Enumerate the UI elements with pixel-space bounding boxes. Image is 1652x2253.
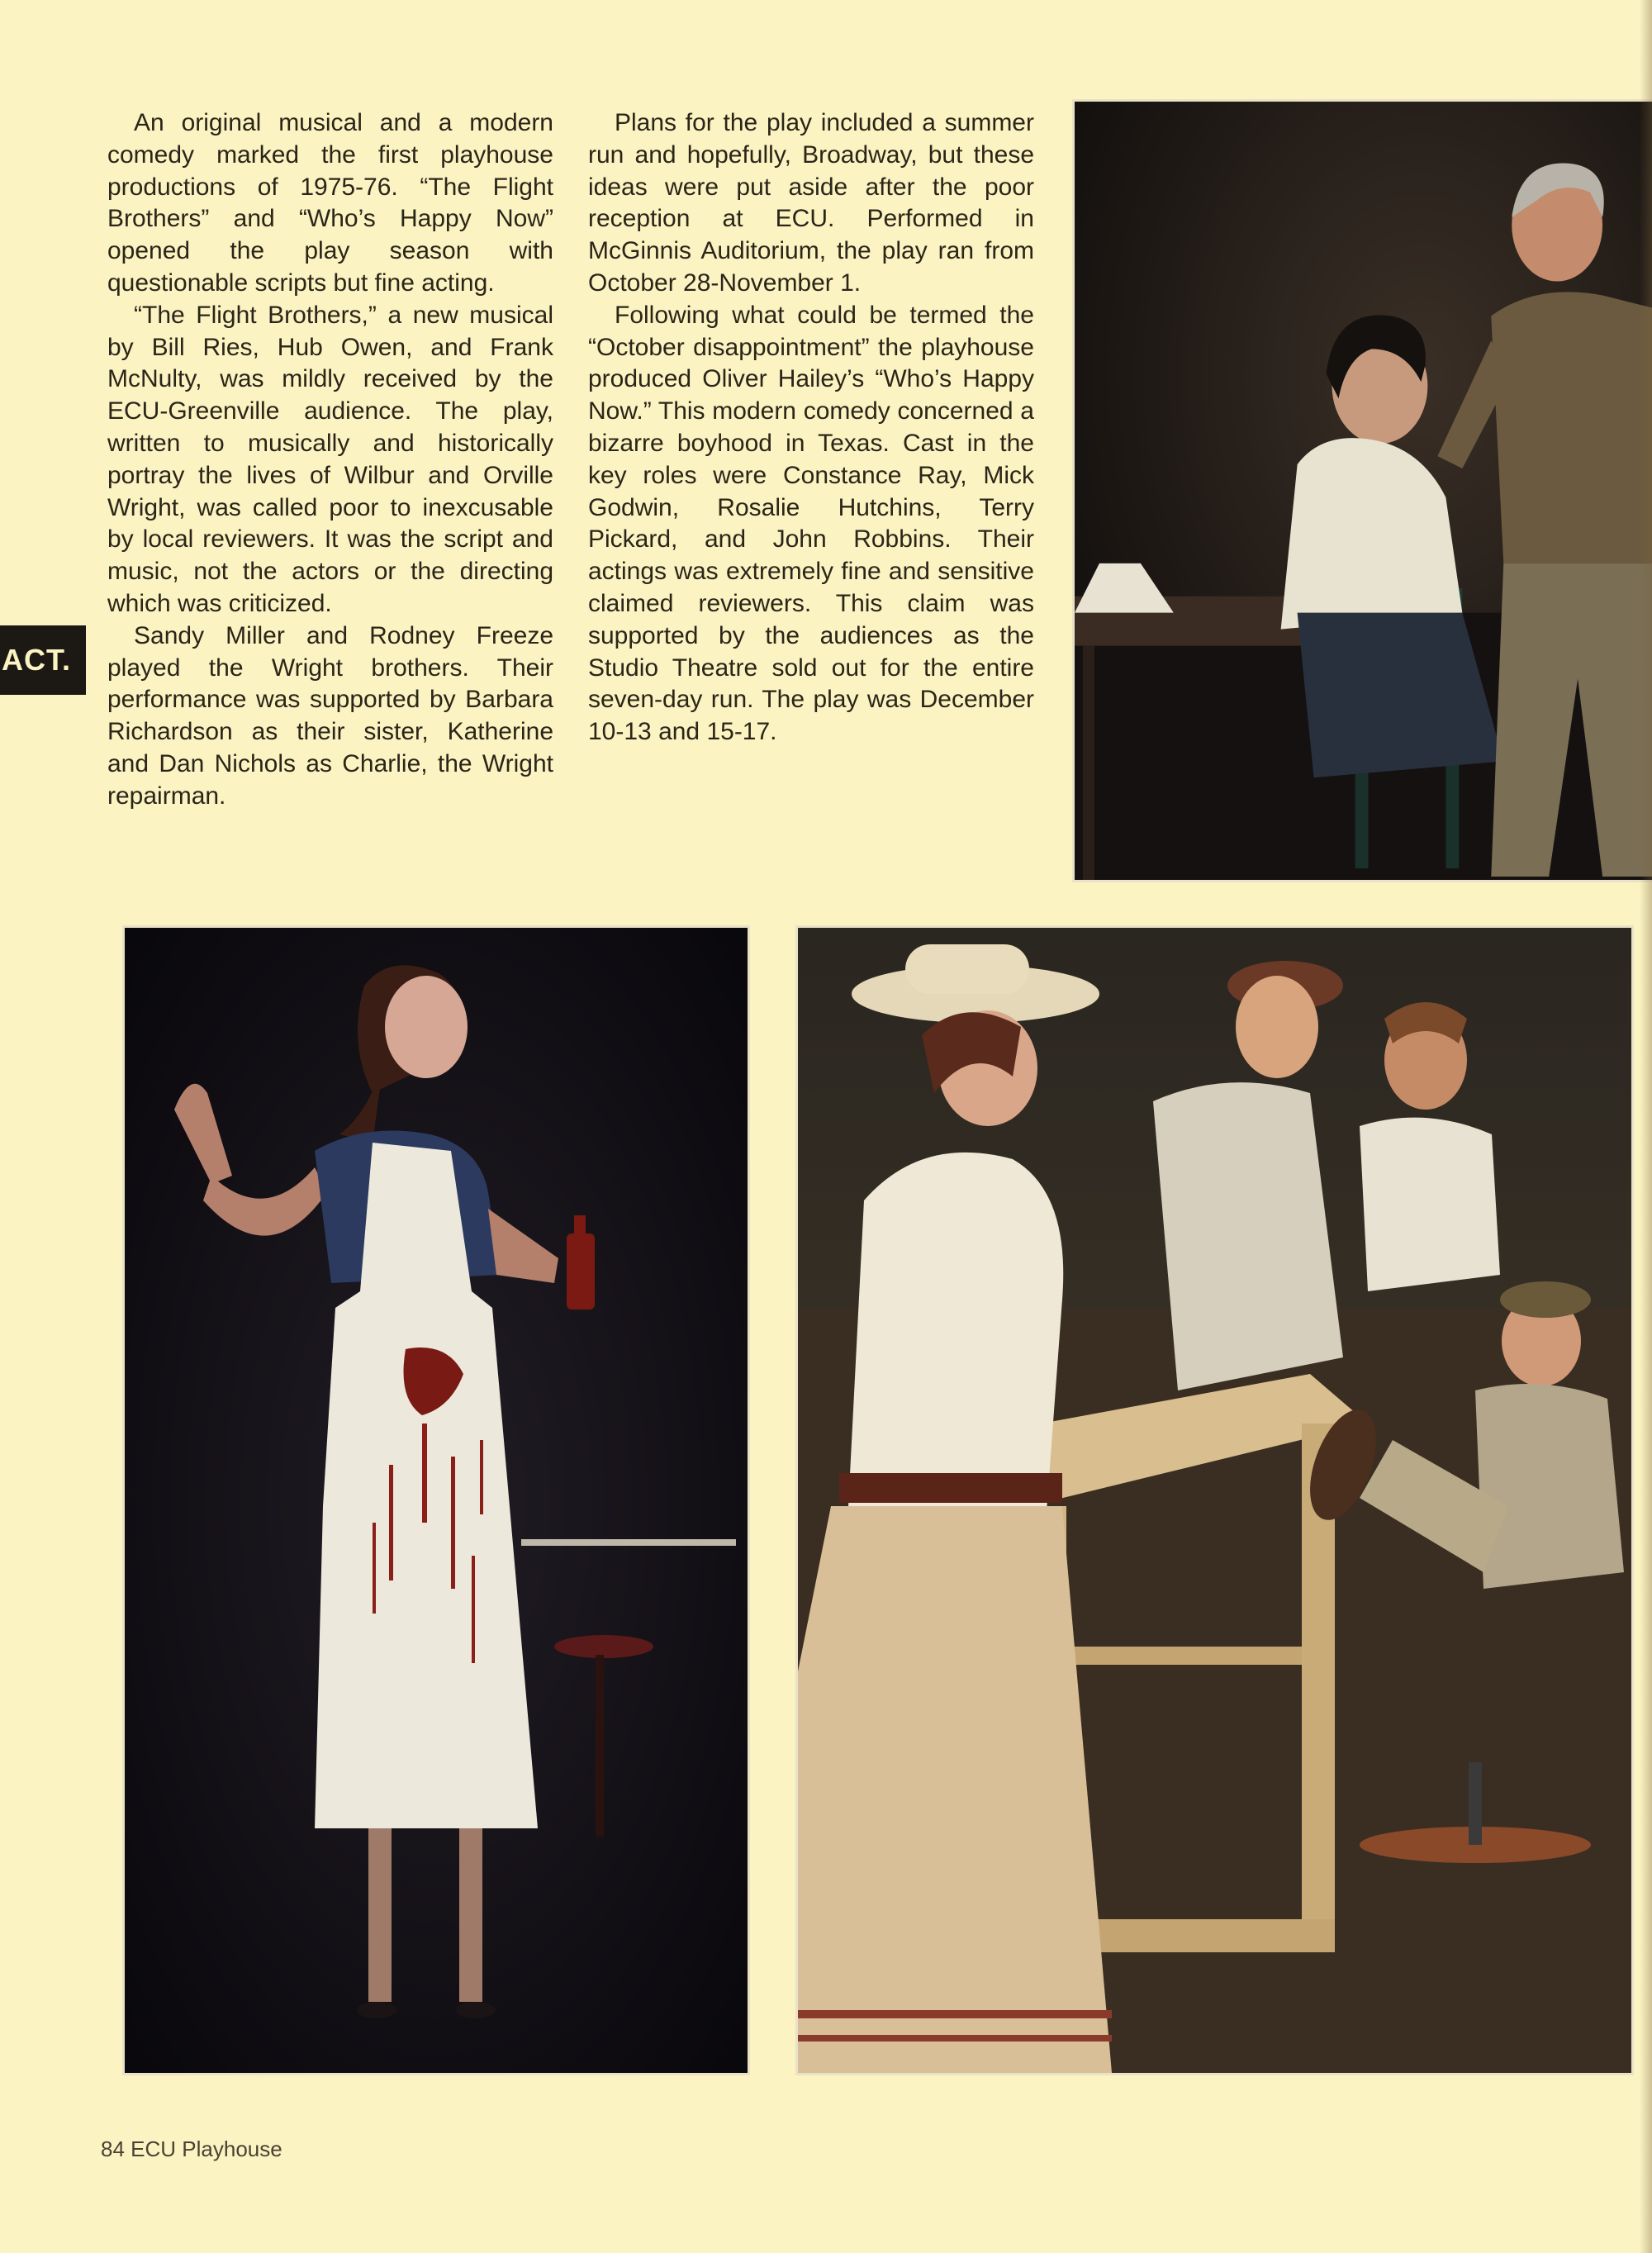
photo-whos-happy-now [1072,99,1652,882]
photo-flight-brothers-image [798,928,1631,2073]
page-footer [101,2137,282,2162]
article-column-1 [107,107,553,813]
photo-actress-apron-image [125,928,748,2073]
article-paragraph: Following what could be termed the “October disappointment” the playhouse produced Oliver Hailey’s “Who’s Happy Now.” This modern comedy concerned a bizarre boyhood in Texas. Cast in the key roles were Constance Ray, Mick Godwin, Rosalie Hutchins, Terry Pickard, and John Robbins. Their actings was extremely fine and sensitive claimed reviewers. This claim was supported by the audiences as the Studio Theatre sold out for the entire seven-day run. The play was December 10-13 and 15-17. [588,301,1034,746]
article-paragraph: “The Flight Brothers,” a new musical by Bill Ries, Hub Owen, and Frank McNulty, was mildly received by the ECU-Greenville audience. The play, written to musically and historically portray the lives of Wilbur and Orville Wright, was called poor to inexcusable by local reviewers. It was the script and music, not the actors or the directing which was criticized. [107,301,553,617]
article-paragraph: Plans for the play included a summer run and hopefully, Broadway, but these ideas were put aside after the poor reception at ECU. Performed in McGinnis Auditorium, the play ran from October 28-November 1. [588,109,1034,297]
article-column-2 [588,107,1034,749]
photo-actress-apron [122,925,750,2075]
binding-gutter-shadow [1640,0,1652,2253]
photo-whos-happy-now-image [1075,102,1652,880]
footer-section-title: ECU Playhouse [131,2137,282,2161]
photo-flight-brothers [795,925,1634,2075]
article-paragraph: An original musical and a modern comedy marked the first playhouse productions of 1975-76. “The Flight Brothers” and “Who’s Happy Now” opened the play season with questionable scripts but fine acting. [107,109,553,297]
section-tab: ACT. [0,625,86,695]
page-number: 84 [101,2137,125,2161]
article-paragraph: Sandy Miller and Rodney Freeze played the Wright brothers. Their performance was supported by Barbara Richardson as their sister, Katherine and Dan Nichols as Charlie, the Wright repairman. [107,621,553,810]
